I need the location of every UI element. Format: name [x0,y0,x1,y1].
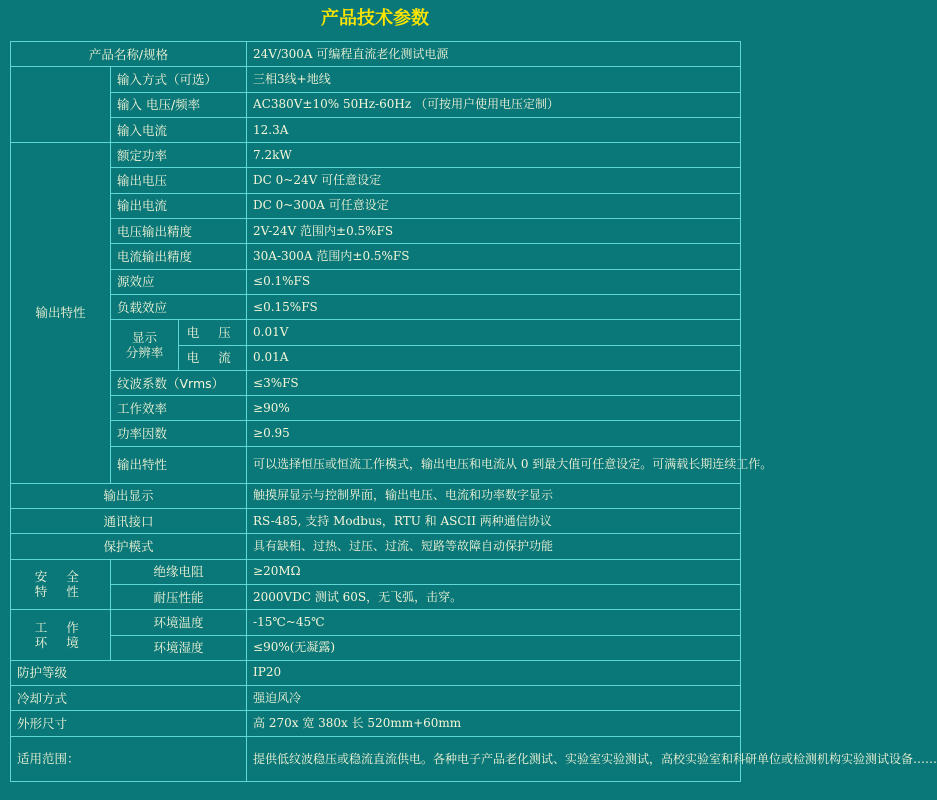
table-row [11,421,741,446]
resolution-current-value: 0.01A [247,345,741,370]
table-row [11,67,741,92]
row-label: 环境湿度 [111,635,247,660]
row-label: 输出特性 [111,446,247,483]
safety-label-line1: 安 全 [34,569,87,585]
row-value: 2000VDC 测试 60S，无飞弧，击穿。 [247,584,741,609]
table-row [11,509,741,534]
row-label: 环境温度 [111,610,247,635]
row-label: 输入方式（可选） [111,67,247,92]
row-label: 工作效率 [111,396,247,421]
table-row [11,294,741,319]
table-row [11,168,741,193]
table-row [11,559,741,584]
table-row [11,42,741,67]
resolution-current-label: 电 流 [179,345,247,370]
row-value: 提供低纹波稳压或稳流直流供电。各种电子产品老化测试、实验室实验测试，高校实验室和科研单位或检测机构实验测试设备…… [247,736,741,781]
resolution-label-line2: 分辨率 [125,345,164,361]
row-label: 负载效应 [111,294,247,319]
row-label: 输入 电压/频率 [111,92,247,117]
environment-label-line1: 工 作 [34,620,87,636]
row-label: 输入电流 [111,117,247,142]
row-value: ≥90% [247,396,741,421]
row-label: 适用范围： [11,736,247,781]
row-label: 耐压性能 [111,584,247,609]
row-label: 纹波系数（Vrms） [111,370,247,395]
row-value: ≤0.15%FS [247,294,741,319]
table-row [11,736,741,781]
row-value: ≥20MΩ [247,559,741,584]
row-value: 24V/300A 可编程直流老化测试电源 [247,42,741,67]
row-label: 电压输出精度 [111,219,247,244]
spec-table [10,41,937,782]
row-label: 保护模式 [11,534,247,559]
row-value: DC 0~300A 可任意设定 [247,193,741,218]
table-row [11,117,741,142]
row-label: 冷却方式 [11,686,247,711]
table-row [11,660,741,685]
row-value: 可以选择恒压或恒流工作模式，输出电压和电流从 0 到最大值可任意设定。可满载长期连续工作。 [247,446,741,483]
table-row [11,686,741,711]
row-label: 功率因数 [111,421,247,446]
row-label: 通讯接口 [11,509,247,534]
table-row [11,244,741,269]
table-row [11,269,741,294]
resolution-label-line1: 显示 [131,330,157,346]
row-value: AC380V±10% 50Hz-60Hz （可按用户使用电压定制） [247,92,741,117]
page-title: 产品技术参数 [321,8,429,29]
row-label: 额定功率 [111,143,247,168]
row-label: 输出电流 [111,193,247,218]
row-value: 30A-300A 范围内±0.5%FS [247,244,741,269]
row-label: 防护等级 [11,660,247,685]
row-value: 12.3A [247,117,741,142]
row-value: RS-485, 支持 Modbus，RTU 和 ASCII 两种通信协议 [247,509,741,534]
table-row [11,92,741,117]
table-row [11,219,741,244]
output-group-label: 输出特性 [11,143,111,484]
row-value: -15℃~45℃ [247,610,741,635]
table-row [11,635,741,660]
table-row [11,396,741,421]
row-value: ≥0.95 [247,421,741,446]
row-value: ≤0.1%FS [247,269,741,294]
table-row [11,320,741,345]
environment-label-line2: 环 境 [34,635,87,651]
row-value: 具有缺相、过热、过压、过流、短路等故障自动保护功能 [247,534,741,559]
row-value: IP20 [247,660,741,685]
environment-label [11,610,111,661]
row-value: ≤90%(无凝露) [247,635,741,660]
input-group-cell [11,67,111,143]
table-row [11,143,741,168]
table-row [11,370,741,395]
row-label: 输出电压 [111,168,247,193]
row-value: 触摸屏显示与控制界面，输出电压、电流和功率数字显示 [247,483,741,508]
resolution-label [111,320,179,371]
table-row [11,534,741,559]
row-label: 电流输出精度 [111,244,247,269]
row-value: ≤3%FS [247,370,741,395]
row-label: 源效应 [111,269,247,294]
row-value: 7.2kW [247,143,741,168]
row-value: 强迫风冷 [247,686,741,711]
safety-label-line2: 特 性 [34,584,87,600]
table-row [11,446,741,483]
resolution-voltage-value: 0.01V [247,320,741,345]
resolution-voltage-label: 电 压 [179,320,247,345]
row-value: 2V-24V 范围内±0.5%FS [247,219,741,244]
safety-label [11,559,111,610]
row-label: 产品名称/规格 [11,42,247,67]
table-row [11,584,741,609]
row-label: 输出显示 [11,483,247,508]
table-row [11,483,741,508]
table-row [11,193,741,218]
table-row [11,711,741,736]
row-label: 绝缘电阻 [111,559,247,584]
row-label: 外形尺寸 [11,711,247,736]
row-value: 高 270x 宽 380x 长 520mm+60mm [247,711,741,736]
table-row [11,610,741,635]
row-value: DC 0~24V 可任意设定 [247,168,741,193]
row-value: 三相3线+地线 [247,67,741,92]
